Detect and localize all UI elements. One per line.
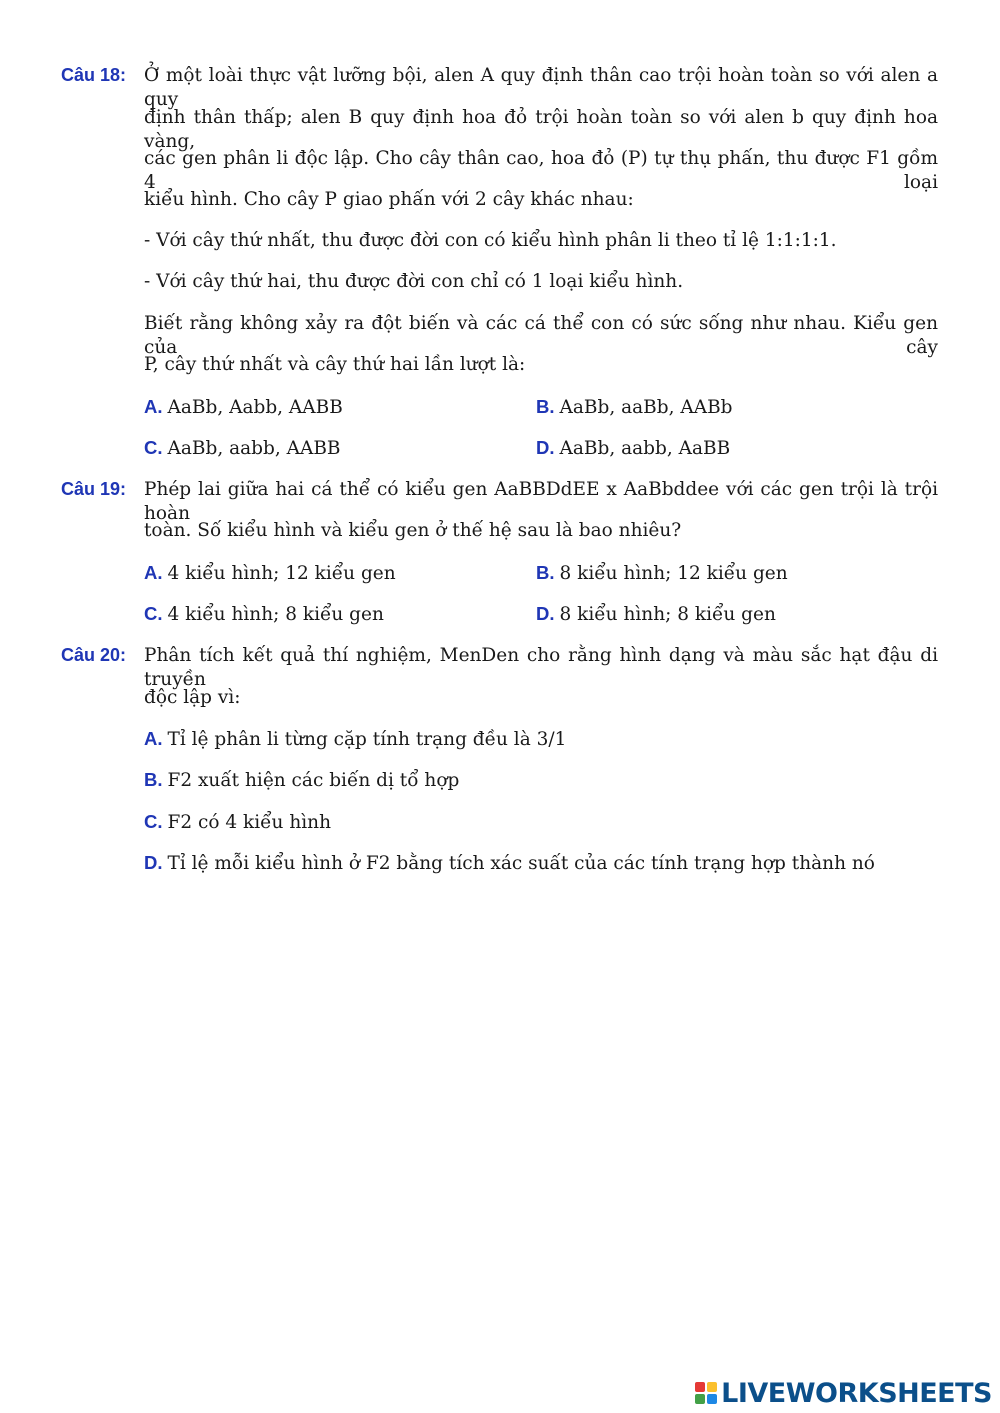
question-text-line: các gen phân li độc lập. Cho cây thân cao, hoa đỏ (P) tự thụ phấn, thu được F1 gồm 4 loại xyxy=(144,148,938,193)
option-letter: C. xyxy=(144,437,163,458)
option-text: 4 kiểu hình; 12 kiểu gen xyxy=(167,563,396,584)
liveworksheets-logo-icon xyxy=(695,1382,717,1404)
option-letter: A. xyxy=(144,562,163,583)
logo-square xyxy=(695,1394,705,1404)
question-label: Câu 18: xyxy=(61,65,127,85)
question-text-line: Phép lai giữa hai cá thể có kiểu gen AaBBDdEE x AaBbddee với các gen trội là trội hoàn xyxy=(144,479,938,524)
logo-square xyxy=(695,1382,705,1392)
option-letter: B. xyxy=(144,769,163,790)
option-text: F2 có 4 kiểu hình xyxy=(167,812,331,833)
question-label: Câu 19: xyxy=(61,479,127,499)
answer-option-a[interactable] xyxy=(144,727,566,752)
logo-square xyxy=(707,1382,717,1392)
option-letter: D. xyxy=(536,603,555,624)
option-text: F2 xuất hiện các biến dị tổ hợp xyxy=(167,770,460,791)
question-text-line: Phân tích kết quả thí nghiệm, MenDen cho rằng hình dạng và màu sắc hạt đậu di truyền xyxy=(144,645,938,690)
question-text-line: - Với cây thứ nhất, thu được đời con có kiểu hình phân li theo tỉ lệ 1:1:1:1. xyxy=(144,230,837,251)
brand-text: LIVEWORKSHEETS xyxy=(721,1377,992,1409)
answer-option-b[interactable] xyxy=(144,768,459,793)
option-letter: D. xyxy=(144,852,163,873)
option-text: AaBb, aabb, AaBB xyxy=(559,438,731,459)
question-text-line: kiểu hình. Cho cây P giao phấn với 2 cây khác nhau: xyxy=(144,189,634,210)
option-text: AaBb, aabb, AABB xyxy=(167,438,341,459)
option-letter: A. xyxy=(144,728,163,749)
option-letter: A. xyxy=(144,396,163,417)
liveworksheets-logo xyxy=(695,1377,992,1409)
answer-option-c[interactable] xyxy=(144,602,384,627)
answer-option-c[interactable] xyxy=(144,436,341,461)
option-text: 8 kiểu hình; 12 kiểu gen xyxy=(559,563,788,584)
answer-option-c[interactable] xyxy=(144,810,331,835)
option-text: AaBb, aaBb, AABb xyxy=(559,397,733,418)
option-text: AaBb, Aabb, AABB xyxy=(167,397,343,418)
option-letter: D. xyxy=(536,437,555,458)
option-text: Tỉ lệ mỗi kiểu hình ở F2 bằng tích xác suất của các tính trạng hợp thành nó xyxy=(167,853,875,874)
logo-square xyxy=(707,1394,717,1404)
question-text-line: độc lập vì: xyxy=(144,687,241,708)
question-text-line: - Với cây thứ hai, thu được đời con chỉ có 1 loại kiểu hình. xyxy=(144,271,684,292)
option-text: 8 kiểu hình; 8 kiểu gen xyxy=(559,604,776,625)
question-text-line: Ở một loài thực vật lưỡng bội, alen A quy định thân cao trội hoàn toàn so với alen a quy xyxy=(144,65,938,110)
answer-option-a[interactable] xyxy=(144,395,343,420)
option-letter: B. xyxy=(536,562,555,583)
question-text-line: P, cây thứ nhất và cây thứ hai lần lượt là: xyxy=(144,354,526,375)
answer-option-d[interactable] xyxy=(536,436,730,461)
option-letter: C. xyxy=(144,811,163,832)
option-text: Tỉ lệ phân li từng cặp tính trạng đều là 3/1 xyxy=(167,729,567,750)
answer-option-b[interactable] xyxy=(536,395,733,420)
answer-option-b[interactable] xyxy=(536,561,788,586)
question-label: Câu 20: xyxy=(61,645,127,665)
option-letter: C. xyxy=(144,603,163,624)
answer-option-d[interactable] xyxy=(144,851,875,876)
answer-option-d[interactable] xyxy=(536,602,776,627)
option-text: 4 kiểu hình; 8 kiểu gen xyxy=(167,604,384,625)
question-text-line: toàn. Số kiểu hình và kiểu gen ở thế hệ sau là bao nhiêu? xyxy=(144,520,682,541)
answer-option-a[interactable] xyxy=(144,561,396,586)
option-letter: B. xyxy=(536,396,555,417)
question-text-line: định thân thấp; alen B quy định hoa đỏ trội hoàn toàn so với alen b quy định hoa vàng, xyxy=(144,107,938,152)
question-text-line: Biết rằng không xảy ra đột biến và các cá thể con có sức sống như nhau. Kiểu gen của cây xyxy=(144,313,938,358)
